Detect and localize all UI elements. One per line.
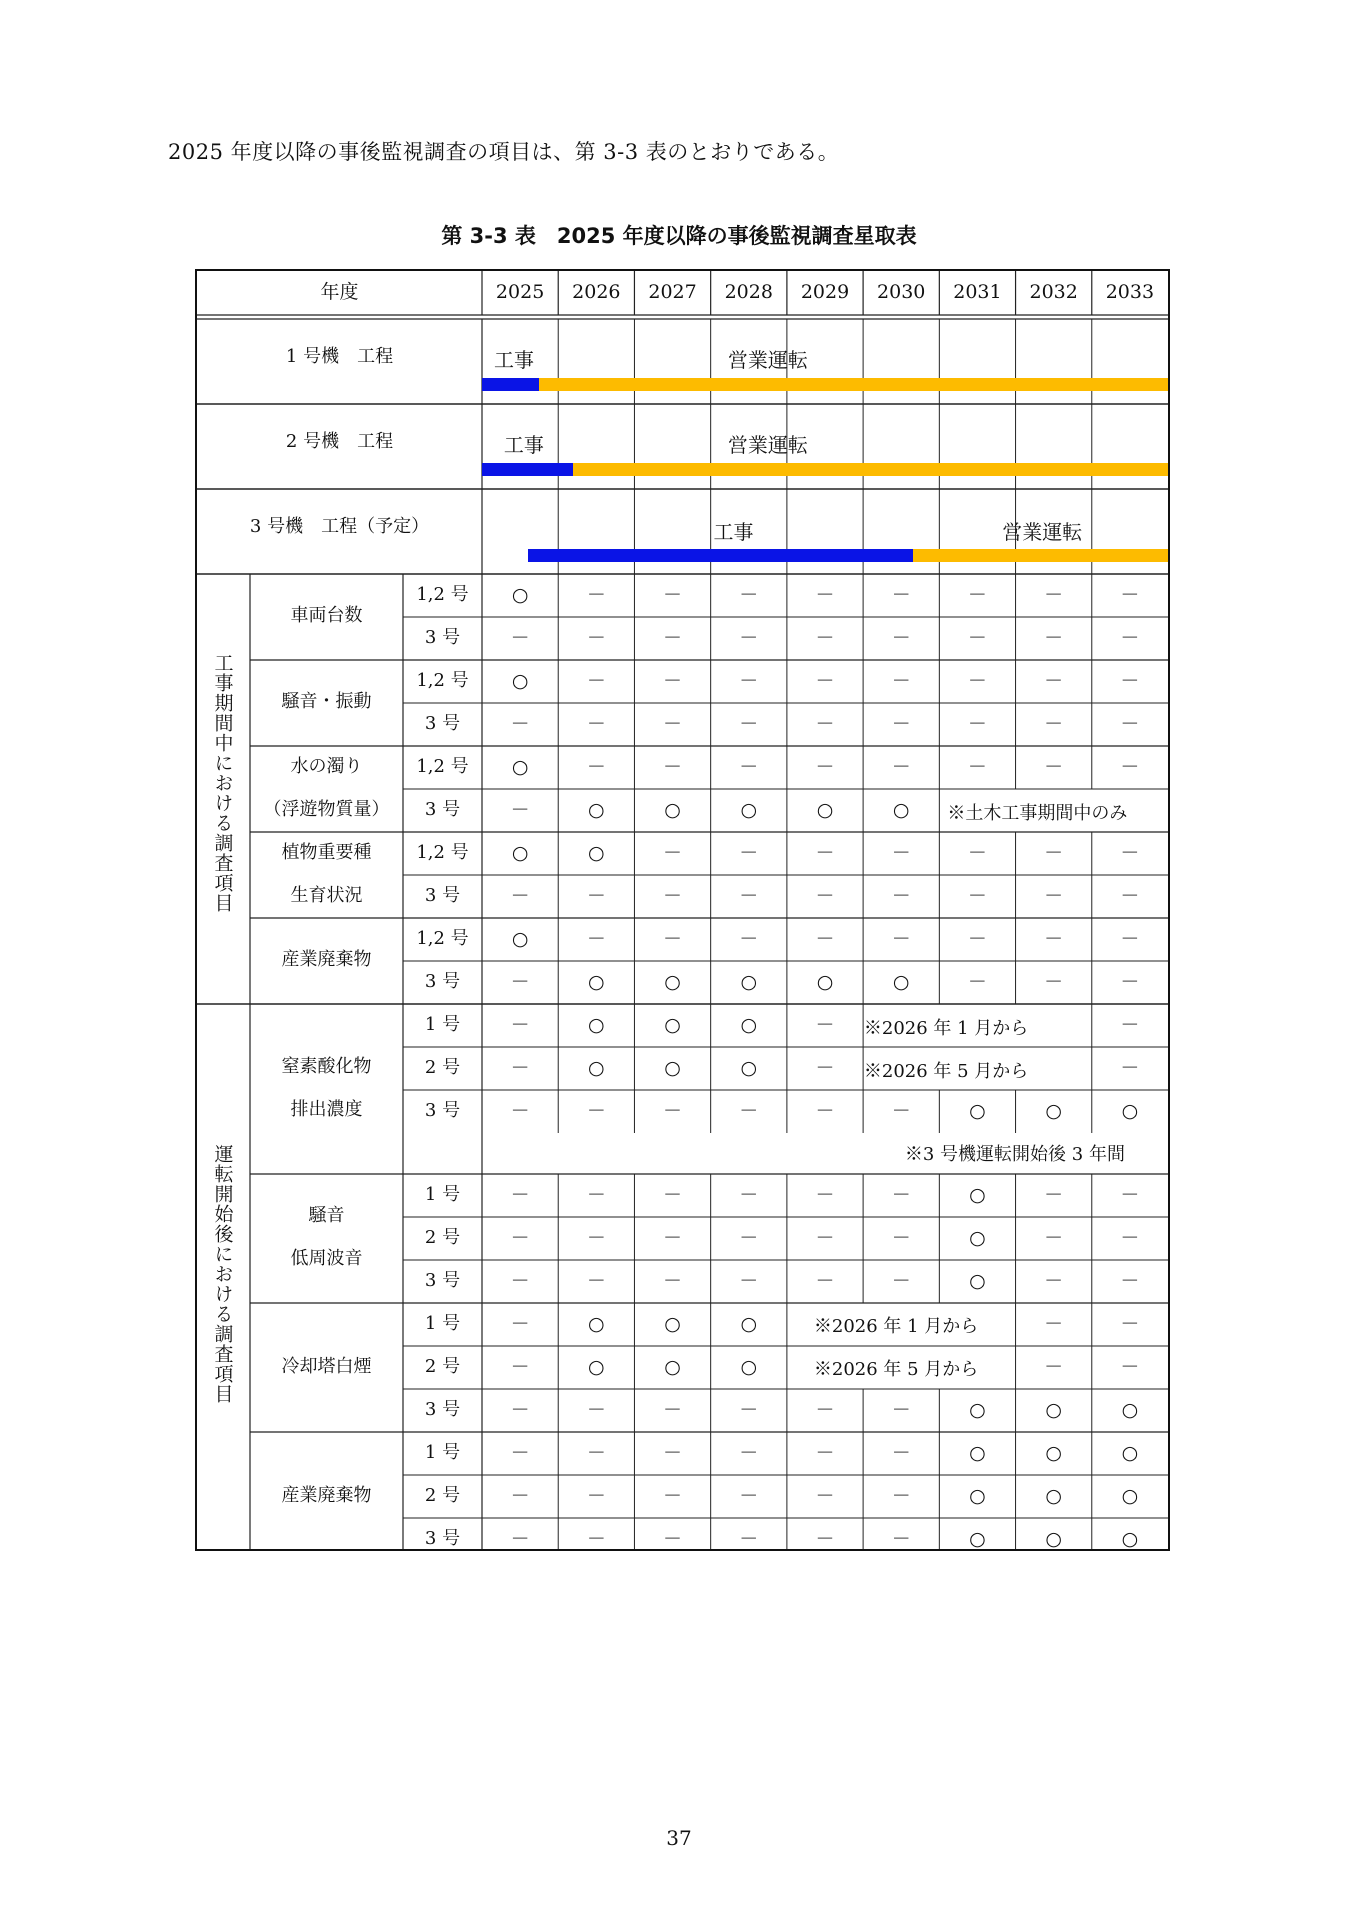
no-survey-mark: － (739, 1183, 759, 1206)
no-survey-mark: － (967, 927, 987, 950)
unit-label: 2 号 (424, 1226, 461, 1248)
unit-label: 1,2 号 (416, 927, 469, 949)
survey-mark: ○ (664, 1056, 681, 1079)
no-survey-mark: － (586, 1183, 606, 1206)
no-survey-mark: － (967, 884, 987, 907)
no-survey-mark: － (815, 1226, 835, 1249)
no-survey-mark: － (1044, 1355, 1064, 1378)
operation-label-unit-2: 営業運転 (727, 433, 808, 457)
no-survey-mark: － (967, 669, 987, 692)
no-survey-mark: － (1120, 1269, 1140, 1292)
survey-mark: ○ (588, 1056, 605, 1079)
construction-bar-unit-3 (528, 549, 913, 562)
no-survey-mark: － (739, 1441, 759, 1464)
survey-mark: ○ (740, 970, 758, 993)
construction-label-unit-3: 工事 (713, 520, 754, 544)
survey-mark: ○ (1045, 1099, 1062, 1122)
no-survey-mark: － (510, 1056, 530, 1079)
no-survey-mark: － (1044, 755, 1064, 778)
no-survey-mark: － (891, 1099, 911, 1122)
no-survey-mark: － (815, 927, 835, 950)
survey-item-name: 低周波音 (290, 1248, 363, 1269)
unit-label: 1 号 (424, 1441, 461, 1463)
survey-mark: ○ (1121, 1527, 1139, 1550)
no-survey-mark: － (1044, 669, 1064, 692)
header-year-2030: 2030 (877, 281, 926, 303)
no-survey-mark: － (967, 712, 987, 735)
row-note: ※2026 年 1 月から (813, 1315, 979, 1337)
no-survey-mark: － (1044, 712, 1064, 735)
unit-label: 2 号 (424, 1056, 461, 1078)
no-survey-mark: － (891, 712, 911, 735)
header-year-2028: 2028 (724, 281, 773, 303)
survey-mark: ○ (969, 1099, 986, 1122)
no-survey-mark: － (510, 1484, 530, 1507)
unit-label: 3 号 (424, 1269, 461, 1291)
no-survey-mark: － (891, 1269, 911, 1292)
no-survey-mark: － (815, 626, 835, 649)
survey-mark: ○ (1045, 1484, 1062, 1507)
construction-label-unit-1: 工事 (494, 348, 534, 372)
no-survey-mark: － (510, 1183, 530, 1206)
no-survey-mark: － (510, 884, 530, 907)
no-survey-mark: － (815, 1484, 835, 1507)
no-survey-mark: － (1120, 841, 1140, 864)
no-survey-mark: － (510, 712, 530, 735)
no-survey-mark: － (1044, 970, 1064, 993)
no-survey-mark: － (739, 583, 759, 606)
unit-label: 3 号 (424, 798, 461, 820)
no-survey-mark: － (510, 1355, 530, 1378)
no-survey-mark: － (1120, 669, 1140, 692)
no-survey-mark: － (739, 1099, 759, 1122)
survey-mark: ○ (1045, 1398, 1062, 1421)
no-survey-mark: － (1120, 755, 1140, 778)
no-survey-mark: － (1044, 583, 1064, 606)
survey-mark: ○ (511, 927, 529, 950)
no-survey-mark: － (1120, 1226, 1140, 1249)
row-note: ※2026 年 1 月から (863, 1017, 1029, 1039)
no-survey-mark: － (891, 1398, 911, 1421)
survey-mark: ○ (588, 841, 605, 864)
operation-bar-unit-3 (913, 549, 1168, 562)
no-survey-mark: － (739, 755, 759, 778)
no-survey-mark: － (1120, 884, 1140, 907)
no-survey-mark: － (815, 583, 835, 606)
no-survey-mark: － (739, 712, 759, 735)
survey-mark: ○ (664, 1355, 681, 1378)
no-survey-mark: － (967, 626, 987, 649)
no-survey-mark: － (891, 1441, 911, 1464)
schedule-label-unit-2: 2 号機 工程 (285, 430, 394, 452)
header-year-2027: 2027 (648, 281, 697, 303)
header-year-2032: 2032 (1029, 281, 1078, 303)
survey-mark: ○ (816, 798, 834, 821)
survey-mark: ○ (969, 1183, 986, 1206)
operation-label-unit-3: 営業運転 (1002, 520, 1083, 544)
group-title: 工事期間中における調査項目 (211, 652, 234, 913)
survey-mark: ○ (588, 1013, 605, 1036)
no-survey-mark: － (510, 626, 530, 649)
no-survey-mark: － (1044, 884, 1064, 907)
no-survey-mark: － (1120, 1312, 1140, 1335)
no-survey-mark: － (1120, 583, 1140, 606)
no-survey-mark: － (815, 712, 835, 735)
construction-bar-unit-1 (482, 378, 539, 391)
unit-label: 1,2 号 (416, 841, 469, 863)
no-survey-mark: － (586, 626, 606, 649)
survey-mark: ○ (892, 970, 910, 993)
unit-label: 1,2 号 (416, 669, 469, 691)
unit-label: 3 号 (424, 626, 461, 648)
no-survey-mark: － (510, 1527, 530, 1550)
survey-item-name: 産業廃棄物 (281, 949, 372, 970)
survey-mark: ○ (588, 798, 605, 821)
header-year-2025: 2025 (495, 281, 545, 303)
no-survey-mark: － (891, 841, 911, 864)
no-survey-mark: － (891, 1183, 911, 1206)
no-survey-mark: － (739, 1398, 759, 1421)
survey-mark: ○ (740, 1056, 758, 1079)
no-survey-mark: － (663, 1398, 683, 1421)
no-survey-mark: － (663, 755, 683, 778)
no-survey-mark: － (739, 1527, 759, 1550)
no-survey-mark: － (891, 884, 911, 907)
no-survey-mark: － (891, 1527, 911, 1550)
no-survey-mark: － (967, 841, 987, 864)
no-survey-mark: － (739, 1269, 759, 1292)
survey-mark: ○ (1121, 1484, 1139, 1507)
no-survey-mark: － (891, 669, 911, 692)
no-survey-mark: － (815, 1269, 835, 1292)
no-survey-mark: － (663, 1183, 683, 1206)
no-survey-mark: － (510, 798, 530, 821)
survey-item-name: 植物重要種 (281, 841, 372, 863)
no-survey-mark: － (1120, 1183, 1140, 1206)
no-survey-mark: － (891, 927, 911, 950)
unit-label: 3 号 (424, 884, 461, 906)
no-survey-mark: － (891, 1484, 911, 1507)
survey-mark: ○ (1121, 1398, 1139, 1421)
construction-label-unit-2: 工事 (503, 433, 544, 457)
no-survey-mark: － (815, 1056, 835, 1079)
no-survey-mark: － (891, 755, 911, 778)
no-survey-mark: － (739, 841, 759, 864)
no-survey-mark: － (663, 1527, 683, 1550)
no-survey-mark: － (739, 626, 759, 649)
survey-mark: ○ (588, 1355, 605, 1378)
no-survey-mark: － (663, 1441, 683, 1464)
no-survey-mark: － (510, 1013, 530, 1036)
no-survey-mark: － (967, 755, 987, 778)
unit-label: 3 号 (424, 1099, 461, 1121)
no-survey-mark: － (663, 927, 683, 950)
no-survey-mark: － (1044, 841, 1064, 864)
no-survey-mark: － (1120, 626, 1140, 649)
survey-mark: ○ (664, 970, 681, 993)
no-survey-mark: － (1044, 1226, 1064, 1249)
no-survey-mark: － (663, 669, 683, 692)
survey-mark: ○ (664, 1312, 681, 1335)
no-survey-mark: － (739, 884, 759, 907)
operation-bar-unit-1 (539, 378, 1168, 391)
no-survey-mark: － (510, 1398, 530, 1421)
header-year-2031: 2031 (953, 281, 1002, 303)
unit-label: 1 号 (424, 1013, 461, 1035)
survey-item-name: 産業廃棄物 (281, 1484, 372, 1506)
no-survey-mark: － (510, 1226, 530, 1249)
no-survey-mark: － (663, 884, 683, 907)
survey-mark: ○ (511, 841, 529, 864)
survey-mark: ○ (588, 1312, 605, 1335)
schedule-label-unit-3: 3 号機 工程（予定） (249, 515, 430, 537)
no-survey-mark: － (663, 1484, 683, 1507)
unit-label: 3 号 (424, 712, 461, 734)
survey-mark: ○ (740, 798, 758, 821)
survey-mark: ○ (740, 1355, 758, 1378)
no-survey-mark: － (586, 1269, 606, 1292)
survey-item-name: 車両台数 (290, 605, 363, 626)
survey-mark: ○ (1045, 1441, 1062, 1464)
survey-item-name: 騒音 (308, 1205, 345, 1226)
no-survey-mark: － (586, 1398, 606, 1421)
no-survey-mark: － (663, 1269, 683, 1292)
survey-mark: ○ (511, 755, 529, 778)
no-survey-mark: － (1120, 927, 1140, 950)
no-survey-mark: － (586, 1099, 606, 1122)
no-survey-mark: － (891, 1226, 911, 1249)
survey-mark: ○ (969, 1527, 986, 1550)
no-survey-mark: － (815, 1099, 835, 1122)
survey-item-name: 冷却塔白煙 (281, 1355, 372, 1377)
no-survey-mark: － (815, 841, 835, 864)
no-survey-mark: － (1044, 1312, 1064, 1335)
operation-label-unit-1: 営業運転 (727, 348, 808, 372)
no-survey-mark: － (586, 884, 606, 907)
no-survey-mark: － (815, 669, 835, 692)
survey-mark: ○ (969, 1226, 986, 1249)
no-survey-mark: － (967, 583, 987, 606)
survey-item-name: 騒音・振動 (281, 691, 372, 712)
survey-mark: ○ (511, 583, 529, 606)
survey-mark: ○ (740, 1312, 758, 1335)
table-caption: 第 3-3 表 2025 年度以降の事後監視調査星取表 (441, 224, 917, 248)
no-survey-mark: － (663, 583, 683, 606)
survey-mark: ○ (740, 1013, 758, 1036)
unit-label: 1,2 号 (416, 755, 469, 777)
no-survey-mark: － (1120, 1355, 1140, 1378)
unit-label: 3 号 (424, 1398, 461, 1420)
no-survey-mark: － (586, 669, 606, 692)
no-survey-mark: － (586, 755, 606, 778)
no-survey-mark: － (815, 1013, 835, 1036)
no-survey-mark: － (739, 1226, 759, 1249)
no-survey-mark: － (739, 927, 759, 950)
row-note: ※土木工事期間中のみ (947, 802, 1128, 824)
no-survey-mark: － (1044, 1183, 1064, 1206)
header-year-2029: 2029 (800, 281, 850, 303)
no-survey-mark: － (510, 1441, 530, 1464)
no-survey-mark: － (815, 755, 835, 778)
unit-label: 2 号 (424, 1484, 461, 1506)
no-survey-mark: － (663, 626, 683, 649)
unit-label: 1 号 (424, 1183, 461, 1205)
no-survey-mark: － (891, 626, 911, 649)
operation-bar-unit-2 (573, 463, 1168, 476)
survey-mark: ○ (1121, 1099, 1139, 1122)
no-survey-mark: － (663, 1099, 683, 1122)
survey-item-name: 生育状況 (290, 884, 363, 906)
survey-mark: ○ (664, 1013, 681, 1036)
no-survey-mark: － (815, 1398, 835, 1421)
no-survey-mark: － (1120, 712, 1140, 735)
monitoring-schedule-table (195, 269, 1170, 1551)
no-survey-mark: － (1120, 1013, 1140, 1036)
intro-text: 2025 年度以降の事後監視調査の項目は、第 3-3 表のとおりである。 (168, 140, 840, 164)
survey-mark: ○ (969, 1398, 986, 1421)
schedule-label-unit-1: 1 号機 工程 (285, 345, 394, 367)
no-survey-mark: － (663, 841, 683, 864)
no-survey-mark: － (1044, 1269, 1064, 1292)
no-survey-mark: － (967, 970, 987, 993)
page-number: 37 (666, 1826, 692, 1850)
unit-label: 1,2 号 (416, 583, 469, 605)
no-survey-mark: － (510, 1269, 530, 1292)
no-survey-mark: － (891, 583, 911, 606)
survey-mark: ○ (1121, 1441, 1139, 1464)
survey-mark: ○ (588, 970, 605, 993)
unit-label: 1 号 (424, 1312, 461, 1334)
survey-mark: ○ (511, 669, 529, 692)
no-survey-mark: － (586, 927, 606, 950)
survey-item-name: 窒素酸化物 (281, 1055, 372, 1077)
no-survey-mark: － (510, 970, 530, 993)
survey-mark: ○ (664, 798, 681, 821)
no-survey-mark: － (510, 1312, 530, 1335)
no-survey-mark: － (739, 1484, 759, 1507)
no-survey-mark: － (815, 1527, 835, 1550)
no-survey-mark: － (815, 884, 835, 907)
survey-mark: ○ (892, 798, 910, 821)
unit-label: 2 号 (424, 1355, 461, 1377)
survey-mark: ○ (969, 1484, 986, 1507)
survey-mark: ○ (1045, 1527, 1062, 1550)
header-year-label: 年度 (320, 281, 359, 303)
no-survey-mark: － (1044, 626, 1064, 649)
no-survey-mark: － (815, 1441, 835, 1464)
survey-item-name: 排出濃度 (290, 1098, 363, 1120)
no-survey-mark: － (663, 712, 683, 735)
no-survey-mark: － (586, 1226, 606, 1249)
unit-label: 3 号 (424, 970, 461, 992)
no-survey-mark: － (586, 1527, 606, 1550)
row-note: ※2026 年 5 月から (863, 1060, 1029, 1082)
survey-mark: ○ (816, 970, 834, 993)
no-survey-mark: － (586, 1441, 606, 1464)
no-survey-mark: － (586, 1484, 606, 1507)
group-title: 運転開始後における調査項目 (211, 1144, 234, 1404)
no-survey-mark: － (586, 712, 606, 735)
construction-bar-unit-2 (482, 463, 573, 476)
survey-item-name: 水の濁り (290, 755, 363, 777)
unit-label: 3 号 (424, 1527, 461, 1549)
no-survey-mark: － (586, 583, 606, 606)
row-note: ※2026 年 5 月から (813, 1358, 979, 1380)
no-survey-mark: － (663, 1226, 683, 1249)
no-survey-mark: － (510, 1099, 530, 1122)
header-year-2026: 2026 (572, 281, 621, 303)
no-survey-mark: － (1120, 970, 1140, 993)
no-survey-mark: － (1120, 1056, 1140, 1079)
header-year-2033: 2033 (1105, 281, 1155, 303)
survey-mark: ○ (969, 1269, 986, 1292)
survey-item-name: （浮遊物質量） (263, 798, 390, 820)
no-survey-mark: － (739, 669, 759, 692)
no-survey-mark: － (815, 1183, 835, 1206)
no-survey-mark: － (1044, 927, 1064, 950)
row-note: ※3 号機運転開始後 3 年間 (904, 1143, 1125, 1165)
survey-mark: ○ (969, 1441, 986, 1464)
